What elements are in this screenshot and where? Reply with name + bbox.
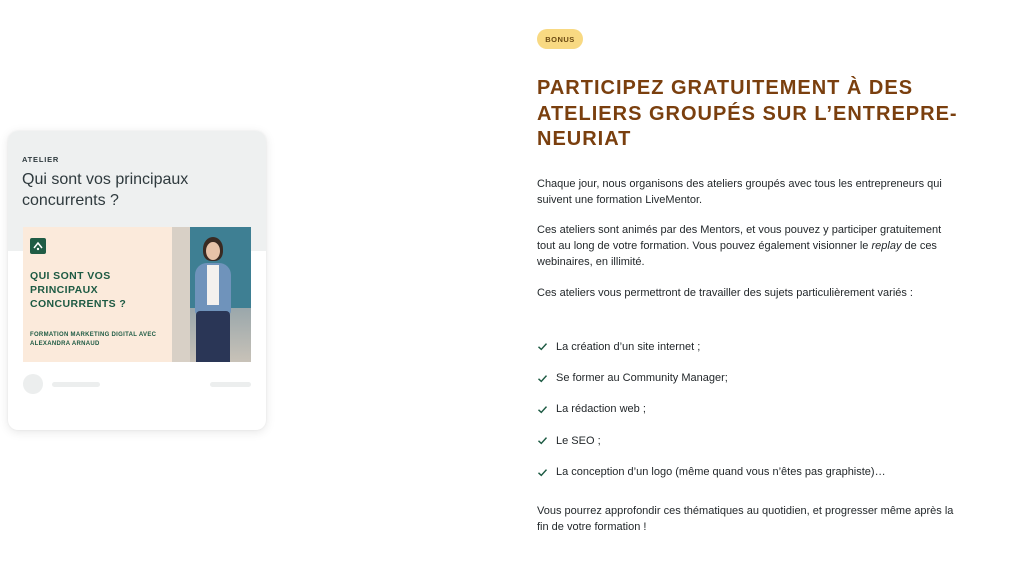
atelier-card[interactable] [8,131,266,430]
mentors-paragraph: Ces ateliers sont animés par des Mentors, et vous pouvez y participer gratuitement tout au long de votre formation. Vous pouvez également visionner le replay de ces webinaires, en illimité. [537,224,942,268]
topics-intro: Ces ateliers vous permettront de travailler des sujets particulièrement variés : [537,287,913,299]
intro-paragraph: Chaque jour, nous organisons des ateliers groupés avec tous les entrepreneurs qui suivent une formation LiveMentor. [537,178,942,206]
thumbnail-subtitle: FORMATION MARKETING DIGITAL AVEC ALEXANDRA ARNAUD [30,332,157,347]
bonus-badge: BONUS [537,29,583,49]
presenter-photo [172,227,251,362]
list-item: Se former au Community Manager; [537,362,957,393]
list-item: La création d’un site internet ; [537,331,957,362]
checkmark-icon [537,467,548,478]
closing-paragraph: Vous pourrez approfondir ces thématiques au quotidien, et progresser même après la fin de votre formation ! [537,505,954,533]
checkmark-icon [537,435,548,446]
text-placeholder [52,382,100,387]
checkmark-icon [537,373,548,384]
avatar-placeholder [23,374,43,394]
list-item: Le SEO ; [537,425,957,456]
checkmark-icon [537,404,548,415]
list-item: La conception d’un logo (même quand vous n’êtes pas graphiste)… [537,457,957,488]
section-headline: PARTICIPEZ GRATUITEMENT À DES ATELIERS GROUPÉS SUR L’ENTREPRE-NEURIAT [537,77,958,150]
text-placeholder [210,382,251,387]
topics-checklist [537,331,957,488]
card-title: Qui sont vos principaux concurrents ? [22,171,189,209]
checkmark-icon [537,341,548,352]
card-tag: ATELIER [22,155,60,164]
list-item: La rédaction web ; [537,394,957,425]
video-thumbnail[interactable] [23,227,251,362]
thumbnail-title: QUI SONT VOS PRINCIPAUX CONCURRENTS ? [30,270,127,310]
brand-logo-icon [30,238,46,254]
